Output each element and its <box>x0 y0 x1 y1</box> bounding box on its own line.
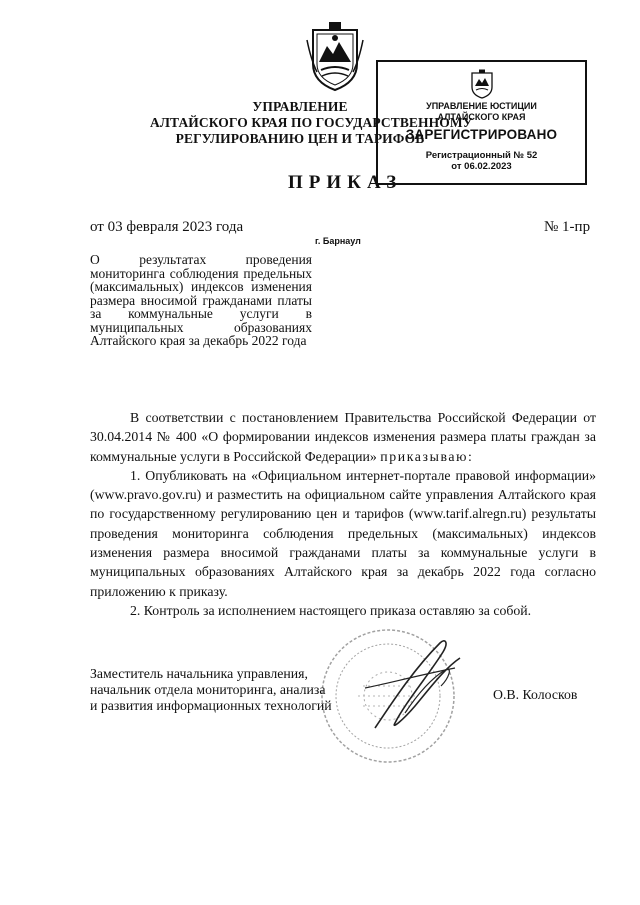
registration-stamp <box>376 60 587 185</box>
stamp-number-line: Регистрационный № 52 <box>425 150 538 161</box>
order-city: г. Барнаул <box>315 236 361 246</box>
order-title: ПРИКАЗ <box>288 172 403 193</box>
stamp-date-line: от 06.02.2023 <box>451 161 512 172</box>
signer-name: О.В. Колосков <box>493 687 578 702</box>
signer-position <box>90 666 332 714</box>
signer-title-line-3: и развития информационных технологий <box>90 698 332 713</box>
handwritten-signature <box>345 628 475 738</box>
body-item-1: 1. Опубликовать на «Официальном интернет-портале правовой информации» (www.pravo.gov.ru) и разместить на официальном сайте управления Алтайского края по государственному регулированию цен и тарифов (www.tarif.alregn.ru) результаты проведения мониторинга соблюдения предельных (максимальных) индексов изменения размера вносимой гражданами платы за коммунальные услуги в муниципальных образованиях Алтайского края за декабрь 2022 года согласно приложению к приказу. <box>90 467 596 599</box>
stamp-coat-of-arms-icon <box>469 69 495 99</box>
order-subject: О результатах проведения мониторинга соблюдения предельных (максимальных) индексов изменения размера вносимой гражданами платы за коммунальные услуги в муниципальных образованиях Алтайского края за декабрь 2022 года <box>90 252 312 348</box>
order-number: № 1-пр <box>544 219 591 235</box>
body-preamble: В соответствии с постановлением Правительства Российской Федерации от 30.04.2014 № 400 «О формировании индексов изменения размера платы граждан за коммунальные услуги в Российской Федерации» <box>90 410 596 464</box>
signer-title-line-1: Заместитель начальника управления, <box>90 666 308 681</box>
order-body <box>90 408 596 620</box>
org-line-1: УПРАВЛЕНИЕ <box>252 99 348 114</box>
org-line-2: АЛТАЙСКОГО КРАЯ ПО ГОСУДАРСТВЕННОМУ <box>150 115 473 130</box>
order-date: от 03 февраля 2023 года <box>90 219 244 235</box>
coat-of-arms-icon <box>305 20 365 92</box>
stamp-org-line-1: УПРАВЛЕНИЕ ЮСТИЦИИ <box>426 101 537 111</box>
signer-title-line-2: начальник отдела мониторинга, анализа <box>90 682 326 697</box>
stamp-org-line-2: АЛТАЙСКОГО КРАЯ <box>437 112 526 122</box>
stamp-registration-number <box>378 150 585 172</box>
stamp-status: ЗАРЕГИСТРИРОВАНО <box>405 127 558 142</box>
decree-word: приказываю: <box>380 448 474 464</box>
body-item-2: 2. Контроль за исполнением настоящего приказа оставляю за собой. <box>130 602 532 618</box>
stamp-organization <box>378 101 585 123</box>
body-preamble-paragraph <box>90 408 596 466</box>
org-line-3: РЕГУЛИРОВАНИЮ ЦЕН И ТАРИФОВ <box>175 131 425 146</box>
